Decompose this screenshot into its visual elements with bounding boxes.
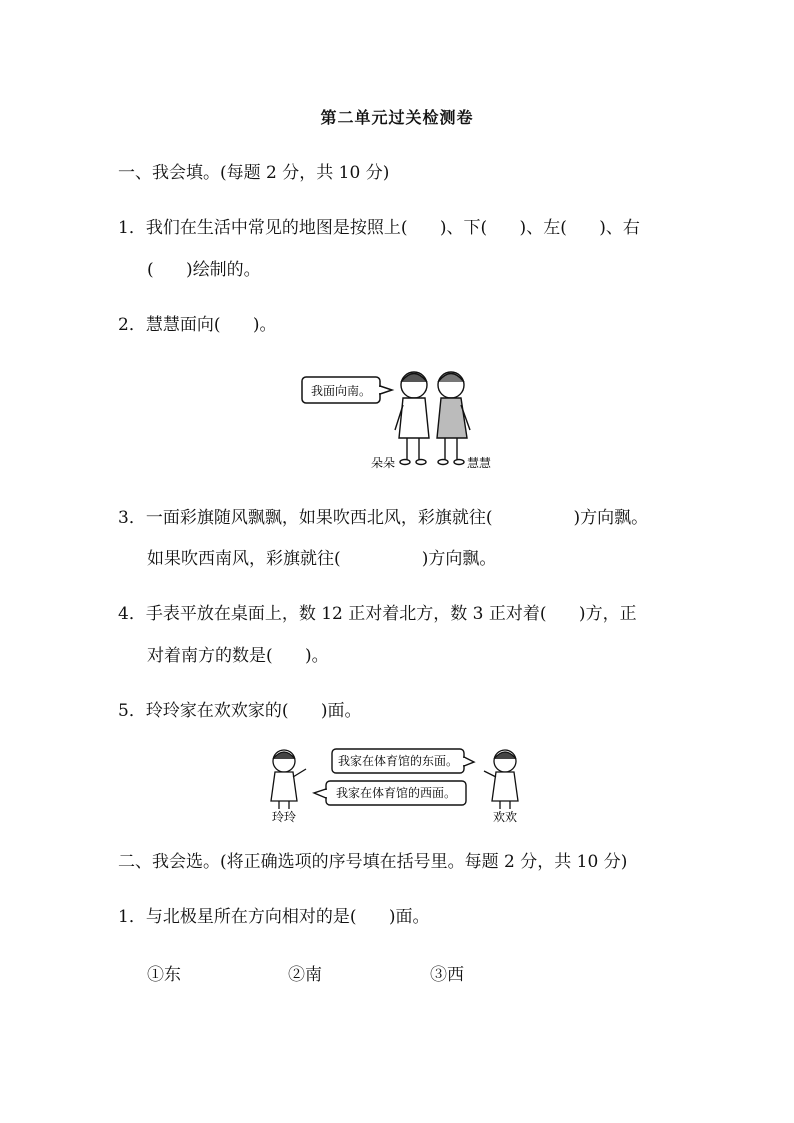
bubble-top-text: 我家在体育馆的东面。 (337, 754, 459, 768)
option-a: ①东 (147, 965, 181, 985)
q1-line1: 1．我们在生活中常见的地图是按照上( )、下( )、左( )、右 (118, 218, 640, 238)
name-duoduo: 朵朵 (370, 456, 396, 470)
section1-heading: 一、我会填。(每题 2 分，共 10 分) (118, 163, 390, 183)
q3-line1: 3．一面彩旗随风飘飘，如果吹西北风，彩旗就往( )方向飘。 (118, 508, 649, 528)
q5-line1: 5．玲玲家在欢欢家的( )面。 (118, 701, 362, 721)
bubble-bottom-text: 我家在体育馆的西面。 (335, 786, 457, 800)
s2-q1-line1: 1．与北极星所在方向相对的是( )面。 (118, 907, 430, 927)
girl-huihui (437, 372, 470, 465)
q1-line2: ( )绘制的。 (147, 260, 261, 280)
page-title: 第二单元过关检测卷 (320, 108, 474, 127)
girl-huanhuan (484, 750, 518, 809)
girls-figure (295, 360, 510, 475)
girl-duoduo (395, 372, 429, 465)
speech-bubble (302, 377, 392, 403)
girl-lingling (271, 750, 306, 809)
speech-bubble-top (332, 749, 474, 773)
q3-line2: 如果吹西南风，彩旗就往( )方向飘。 (147, 549, 497, 569)
option-b: ②南 (288, 965, 322, 985)
kids-figure (262, 743, 532, 825)
q4-line1: 4．手表平放在桌面上，数 12 正对着北方，数 3 正对着( )方，正 (118, 604, 637, 624)
speech-bubble-bottom (314, 781, 466, 805)
bubble-text: 我面向南。 (310, 384, 372, 398)
section2-heading: 二、我会选。(将正确选项的序号填在括号里。每题 2 分，共 10 分) (118, 852, 628, 872)
q4-line2: 对着南方的数是( )。 (147, 646, 329, 666)
name-lingling: 玲玲 (271, 810, 297, 824)
name-huanhuan: 欢欢 (492, 810, 518, 824)
option-c: ③西 (430, 965, 464, 985)
name-huihui: 慧慧 (466, 456, 492, 470)
q2-line1: 2．慧慧面向( )。 (118, 315, 277, 335)
